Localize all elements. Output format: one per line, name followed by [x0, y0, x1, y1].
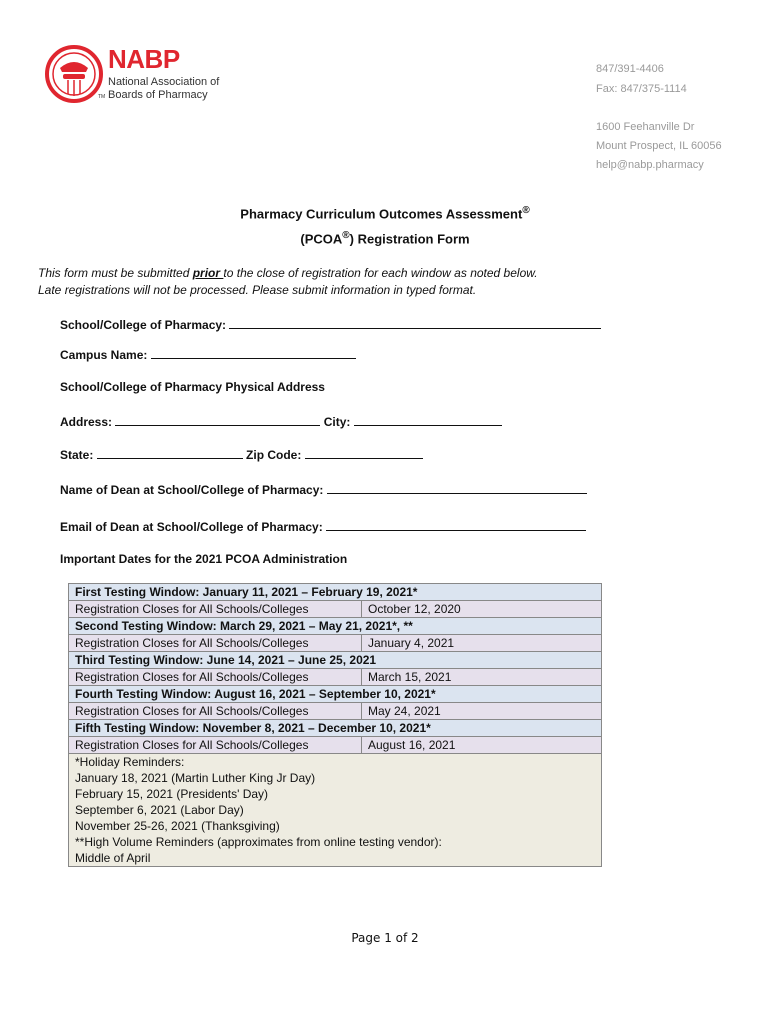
form-title-line-1: Pharmacy Curriculum Outcomes Assessment® — [240, 205, 530, 222]
note-line: November 25-26, 2021 (Thanksgiving) — [75, 819, 280, 833]
note-line: September 6, 2021 (Labor Day) — [75, 803, 244, 817]
logo-wordmark: NABP — [108, 44, 180, 74]
note-line: **High Volume Reminders (approximates from online testing vendor): — [75, 835, 442, 849]
dean-name-field[interactable]: Name of Dean at School/College of Pharmacy: — [60, 481, 587, 498]
contact-street: 1600 Feehanville Dr — [596, 121, 695, 133]
physical-address-heading: School/College of Pharmacy Physical Address — [60, 380, 325, 394]
dean-email-field[interactable]: Email of Dean at School/College of Pharmacy: — [60, 518, 586, 535]
contact-email: help@nabp.pharmacy — [596, 159, 704, 171]
state-zip-row[interactable]: State: Zip Code: — [60, 446, 423, 463]
registration-row: Registration Closes for All Schools/Colleges January 4, 2021 — [69, 635, 602, 652]
nabp-logo — [44, 44, 244, 104]
intro-line-2: Late registrations will not be processed. Please submit information in typed format. — [38, 283, 477, 297]
window-row: Fifth Testing Window: November 8, 2021 – December 10, 2021* — [69, 720, 602, 737]
campus-field[interactable]: Campus Name: — [60, 346, 356, 363]
dates-heading: Important Dates for the 2021 PCOA Administration — [60, 552, 348, 566]
contact-fax: Fax: 847/375-1114 — [596, 83, 687, 95]
registration-row: Registration Closes for All Schools/Colleges October 12, 2020 — [69, 601, 602, 618]
registration-row: Registration Closes for All Schools/Colleges March 15, 2021 — [69, 669, 602, 686]
registration-row: Registration Closes for All Schools/Colleges August 16, 2021 — [69, 737, 602, 754]
contact-city: Mount Prospect, IL 60056 — [596, 140, 722, 152]
nabp-seal-icon — [44, 44, 104, 104]
important-dates-table — [68, 583, 602, 867]
intro-line-1: This form must be submitted prior to the close of registration for each window as noted below. — [38, 266, 538, 280]
logo-trademark: TM — [98, 94, 106, 100]
address-city-row[interactable]: Address: City: — [60, 413, 502, 430]
window-row: Fourth Testing Window: August 16, 2021 – September 10, 2021* — [69, 686, 602, 703]
window-row: Second Testing Window: March 29, 2021 – May 21, 2021*, ** — [69, 618, 602, 635]
window-row: Third Testing Window: June 14, 2021 – June 25, 2021 — [69, 652, 602, 669]
note-line: February 15, 2021 (Presidents' Day) — [75, 787, 269, 801]
logo-subtitle-1: National Association of — [108, 76, 220, 88]
note-line: Middle of April — [75, 851, 151, 865]
contact-phone: 847/391-4406 — [596, 63, 664, 75]
note-line: *Holiday Reminders: — [75, 755, 185, 769]
window-row: First Testing Window: January 11, 2021 – February 19, 2021* — [69, 584, 602, 601]
note-line: January 18, 2021 (Martin Luther King Jr Day) — [75, 771, 316, 785]
page-number: Page 1 of 2 — [351, 931, 419, 945]
logo-subtitle-2: Boards of Pharmacy — [108, 89, 208, 101]
form-title-line-2: (PCOA®) Registration Form — [300, 230, 470, 247]
school-field[interactable]: School/College of Pharmacy: — [60, 316, 601, 333]
notes-row — [69, 754, 602, 867]
registration-row: Registration Closes for All Schools/Colleges May 24, 2021 — [69, 703, 602, 720]
